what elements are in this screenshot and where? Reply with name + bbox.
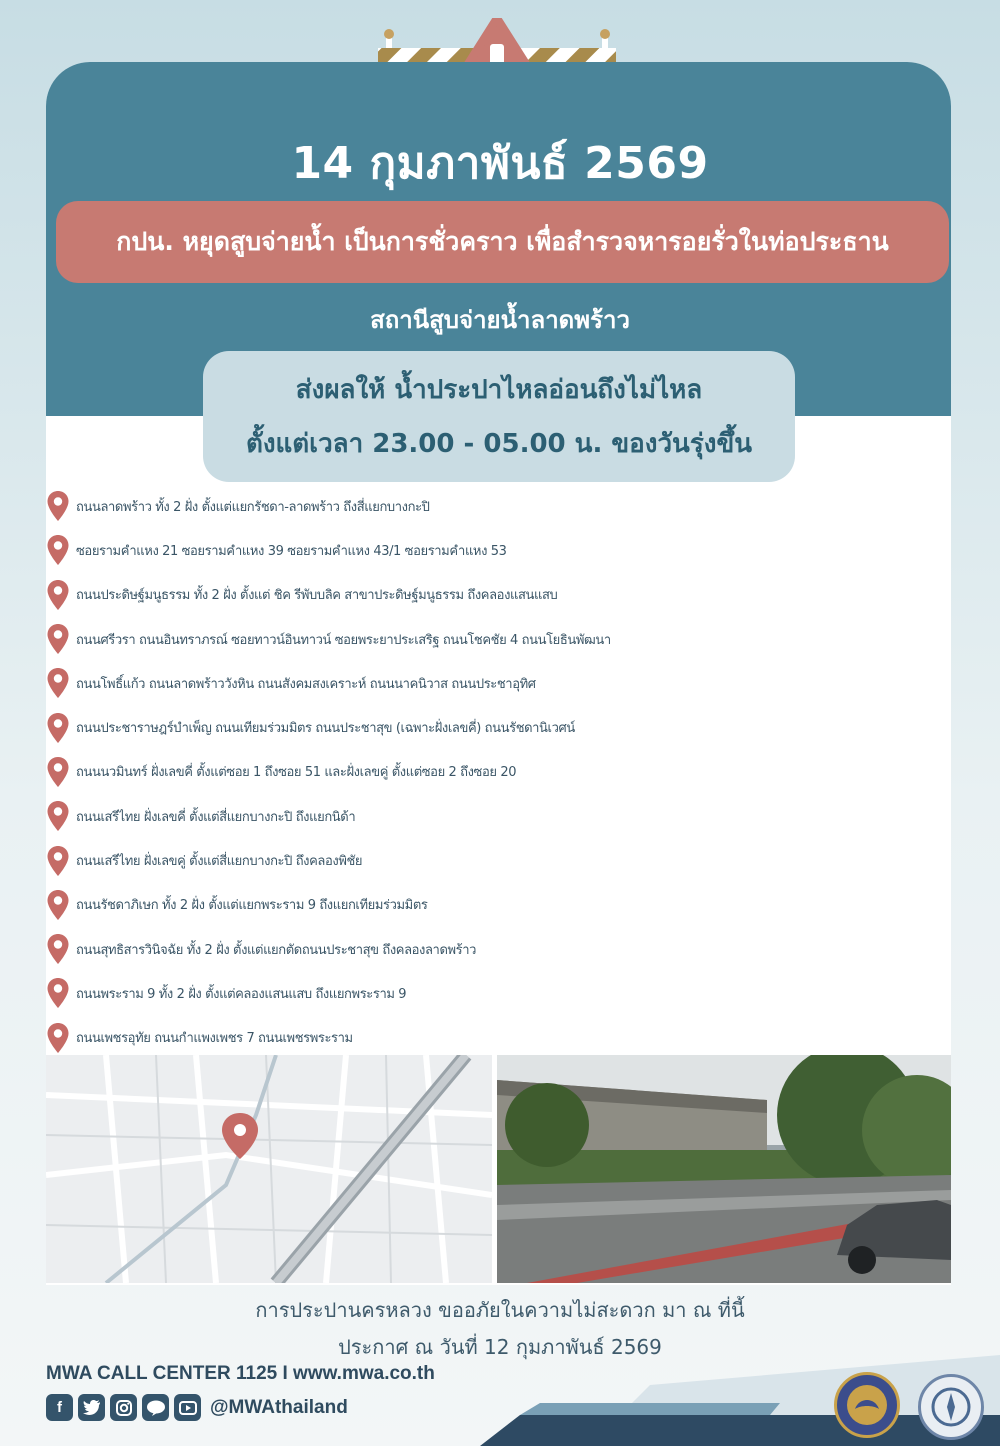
apology-text: การประปานครหลวง ขออภัยในความไม่สะดวก มา ณ ที่นี้ [255, 1298, 745, 1322]
location-pin-icon [46, 534, 70, 566]
list-item [46, 573, 956, 617]
list-item [46, 528, 956, 572]
social-handle: @MWAthailand [210, 1396, 348, 1418]
effect-line-1: ส่งผลให้ น้ำประปาไหลอ่อนถึงไม่ไหล [295, 374, 703, 405]
list-item [46, 750, 956, 794]
mwa-seal-icon [834, 1372, 900, 1438]
social-links [46, 1394, 348, 1421]
date-title: 14 กุมภาพันธ์ 2569 [291, 138, 709, 189]
location-pin-icon [46, 977, 70, 1009]
station-name: สถานีสูบจ่ายน้ำลาดพร้าว [370, 306, 630, 334]
location-pin-icon [46, 800, 70, 832]
list-item [46, 617, 956, 661]
effect-box [203, 351, 795, 482]
list-item [46, 927, 956, 971]
area-text: ถนนโพธิ์แก้ว ถนนลาดพร้าววังหิน ถนนสังคมสงเคราะห์ ถนนนาคนิวาส ถนนประชาอุทิศ [76, 676, 536, 692]
location-pin-icon [46, 712, 70, 744]
twitter-icon[interactable] [78, 1394, 105, 1421]
facebook-icon[interactable]: f [46, 1394, 73, 1421]
location-pin-icon [46, 1022, 70, 1054]
location-map [46, 1055, 492, 1283]
ministry-seal-icon [918, 1374, 984, 1440]
list-item [46, 971, 956, 1015]
area-text: ถนนสุทธิสารวินิจฉัย ทั้ง 2 ฝั่ง ตั้งแต่แยกตัดถนนประชาสุข ถึงคลองลาดพร้าว [76, 942, 477, 958]
station-photo [497, 1055, 951, 1283]
list-item [46, 484, 956, 528]
area-text: ถนนพระราม 9 ทั้ง 2 ฝั่ง ตั้งแต่คลองแสนแสบ ถึงแยกพระราม 9 [76, 986, 407, 1002]
area-text: ถนนศรีวรา ถนนอินทราภรณ์ ซอยทาวน์อินทาวน์ ซอยพระยาประเสริฐ ถนนโชคชัย 4 ถนนโยธินพัฒนา [76, 632, 611, 648]
instagram-icon[interactable] [110, 1394, 137, 1421]
list-item [46, 794, 956, 838]
location-pin-icon [46, 889, 70, 921]
area-text: ถนนเสรีไทย ฝั่งเลขคู่ ตั้งแต่สี่แยกบางกะปิ ถึงคลองพิชัย [76, 854, 363, 870]
map-graphic [46, 1055, 492, 1283]
area-text: ถนนประดิษฐ์มนูธรรม ทั้ง 2 ฝั่ง ตั้งแต่ ชิค รีพับบลิค สาขาประดิษฐ์มนูธรรม ถึงคลองแสนแสบ [76, 588, 558, 604]
list-item [46, 883, 956, 927]
area-text: ซอยรามคำแหง 21 ซอยรามคำแหง 39 ซอยรามคำแหง 43/1 ซอยรามคำแหง 53 [76, 543, 507, 559]
line-icon[interactable] [142, 1394, 169, 1421]
location-pin-icon [46, 579, 70, 611]
youtube-icon[interactable] [174, 1394, 201, 1421]
location-pin-icon [46, 623, 70, 655]
location-pin-icon [46, 490, 70, 522]
announcement-date: ประกาศ ณ วันที่ 12 กุมภาพันธ์ 2569 [338, 1335, 662, 1359]
area-text: ถนนเพชรอุทัย ถนนกำแพงเพชร 7 ถนนเพชรพระราม [76, 1031, 353, 1047]
call-center-text: MWA CALL CENTER 1125 I www.mwa.co.th [46, 1363, 435, 1384]
list-item [46, 1016, 956, 1060]
location-pin-icon [46, 667, 70, 699]
affected-areas-list [46, 484, 956, 1060]
area-text: ถนนนวมินทร์ ฝั่งเลขคี่ ตั้งแต่ซอย 1 ถึงซอย 51 และฝั่งเลขคู่ ตั้งแต่ซอย 2 ถึงซอย 20 [76, 765, 517, 781]
location-pin-icon [46, 756, 70, 788]
area-text: ถนนรัชดาภิเษก ทั้ง 2 ฝั่ง ตั้งแต่แยกพระราม 9 ถึงแยกเทียมร่วมมิตร [76, 898, 428, 914]
list-item [46, 838, 956, 882]
location-pin-icon [46, 845, 70, 877]
list-item [46, 661, 956, 705]
area-text: ถนนประชาราษฎร์บำเพ็ญ ถนนเทียมร่วมมิตร ถนนประชาสุข (เฉพาะฝั่งเลขคี่) ถนนรัชดานิเวศน์ [76, 721, 575, 737]
notice-banner-text: กปน. หยุดสูบจ่ายน้ำ เป็นการชั่วคราว เพื่อสำรวจหารอยรั่วในท่อประธาน [116, 227, 889, 256]
area-text: ถนนลาดพร้าว ทั้ง 2 ฝั่ง ตั้งแต่แยกรัชดา-ลาดพร้าว ถึงสี่แยกบางกะปิ [76, 499, 430, 515]
effect-line-2: ตั้งแต่เวลา 23.00 - 05.00 น. ของวันรุ่งขึ้น [245, 428, 753, 459]
area-text: ถนนเสรีไทย ฝั่งเลขคี่ ตั้งแต่สี่แยกบางกะปิ ถึงแยกนิด้า [76, 809, 356, 825]
notice-banner [56, 201, 949, 283]
location-pin-icon [46, 933, 70, 965]
list-item [46, 705, 956, 749]
station-photo-graphic [497, 1055, 951, 1283]
